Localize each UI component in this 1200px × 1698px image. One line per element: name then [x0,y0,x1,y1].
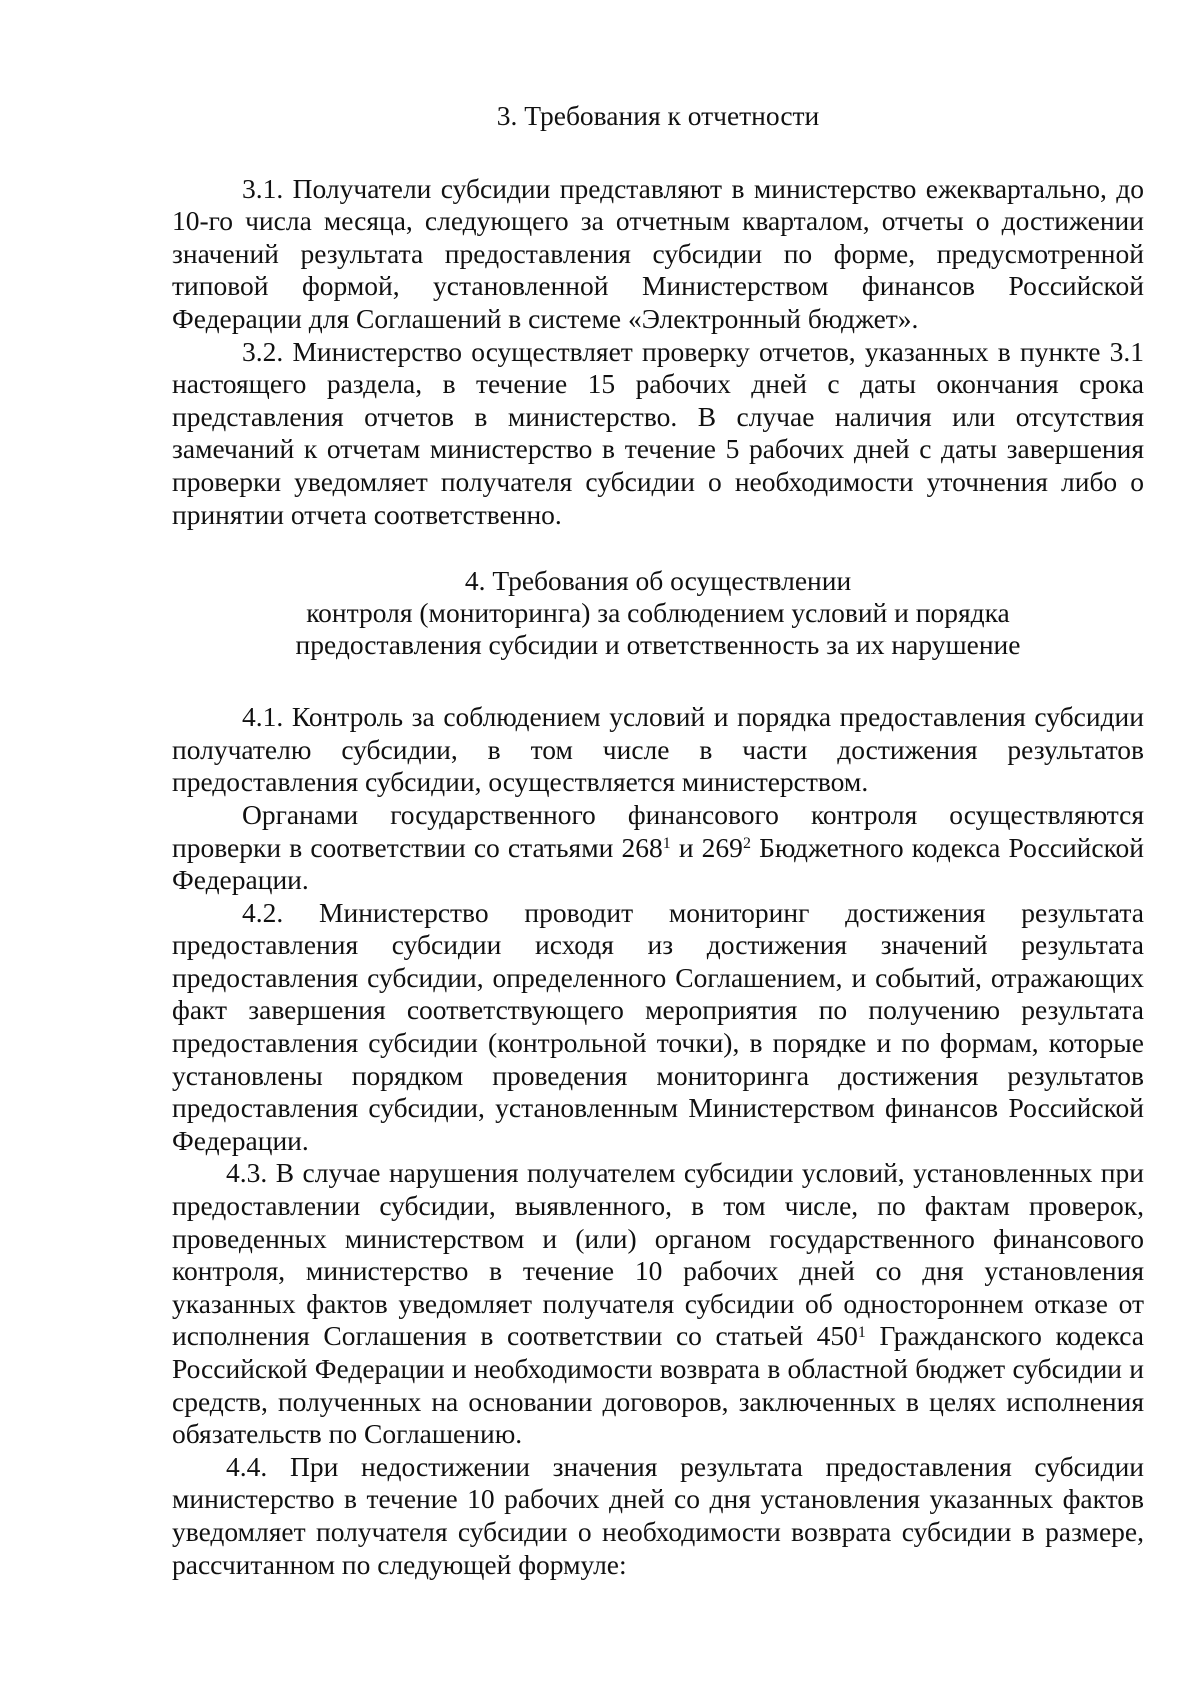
section-4-heading-line-3: предоставления субсидии и ответственность за их нарушение [295,629,1021,661]
document-page [172,100,1144,1581]
paragraph-3-2: 3.2. Министерство осуществляет проверку отчетов, указанных в пункте 3.1 настоящего раздела, в течение 15 рабочих дней с даты окончания срока представления отчетов в министерство. В случае наличия или отсутствия замечаний к отчетам министерство в течение 5 рабочих дней с даты завершения проверки уведомляет получателя субсидии о необходимости уточнения либо о принятии отчета соответственно. [172,335,1144,530]
section-4-heading [172,565,1144,661]
section-4-heading-line-2: контроля (мониторинга) за соблюдением условий и порядка [306,597,1010,629]
superscript: 1 [857,1324,866,1342]
paragraph-4-2: 4.2. Министерство проводит мониторинг достижения результата предоставления субсидии исходя из достижения значений результата предоставления субсидии, определенного Соглашением, и событий, отражающих факт завершения соответствующего мероприятия по получению результата предоставления субсидии (контрольной точки), в порядке и по формам, которые установлены порядком проведения мониторинга достижения результатов предоставления субсидии, установленным Министерством финансов Российской Федерации. [172,896,1144,1156]
superscript: 1 [662,835,671,853]
paragraph-4-1: 4.1. Контроль за соблюдением условий и порядка предоставления субсидии получателю субсидии, в том числе в части достижения результатов предоставления субсидии, осуществляется министерством. [172,701,1144,798]
superscript: 2 [742,835,751,853]
paragraph-4-1b-text-end: Бюджетного кодекса Российской Федерации. [172,831,1145,896]
paragraph-4-1-control-bodies [172,799,1144,897]
paragraph-4-3-text-end: Гражданского кодекса Российской Федерации и необходимости возврата в областной бюджет субсидии и средств, полученных на основании договоров, заключенных в целях исполнения обязательств по Соглашению. [172,1320,1144,1450]
paragraph-4-1b-text-mid: и 269 [670,831,743,863]
section-4-heading-line-1: 4. Требования об осуществлении [464,565,852,597]
paragraph-4-3 [172,1157,1144,1450]
paragraph-4-4: 4.4. При недостижении значения результата предоставления субсидии министерство в течение 10 рабочих дней со дня установления указанных фактов уведомляет получателя субсидии о необходимости возврата субсидии в размере, рассчитанном по следующей формуле: [172,1450,1144,1580]
section-3-heading: 3. Требования к отчетности [496,100,820,131]
paragraph-4-3-text-start: 4.3. В случае нарушения получателем субсидии условий, установленных при предоставлении субсидии, выявленного, в том числе, по фактам проверок, проведенных министерством и (или) органом государственного финансового контроля, министерство в течение 10 рабочих дней со дня установления указанных фактов уведомляет получателя субсидии об одностороннем отказе от исполнения Соглашения в соответствии со статьей 450 [172,1157,1144,1352]
paragraph-4-1b-text-start: Органами государственного финансового контроля осуществляются проверки в соответствии со статьями 268 [172,798,1144,863]
paragraph-3-1: 3.1. Получатели субсидии представляют в министерство ежеквартально, до 10-го числа месяца, следующего за отчетным кварталом, отчеты о достижении значений результата предоставления субсидии по форме, предусмотренной типовой формой, установленной Министерством финансов Российской Федерации для Соглашений в системе «Электронный бюджет». [172,172,1144,334]
